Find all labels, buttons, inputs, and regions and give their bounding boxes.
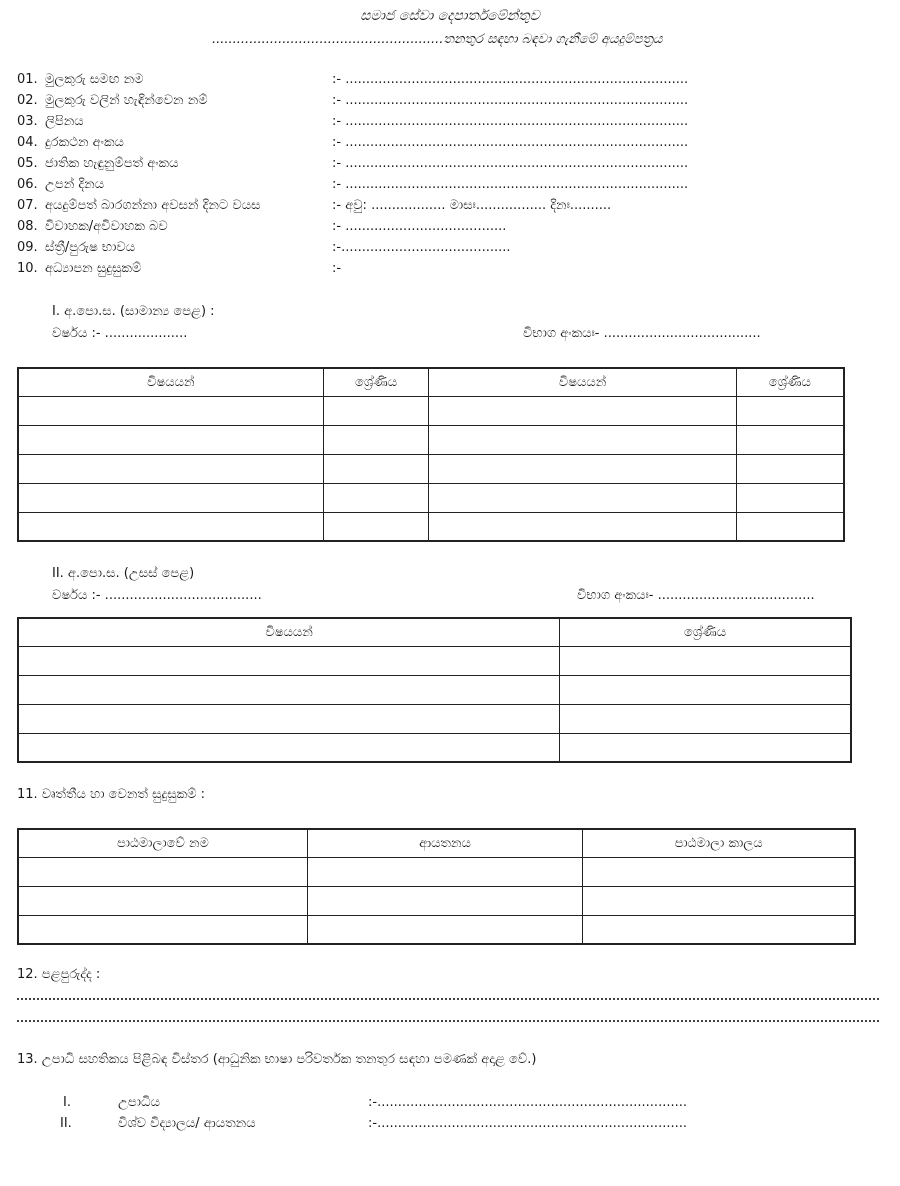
subject-cell[interactable]: [429, 396, 736, 425]
table-row: [18, 454, 844, 483]
field-number: 02.: [17, 93, 38, 108]
degree-item-number: I.: [63, 1095, 71, 1110]
table-header-row: [18, 618, 851, 646]
column-header-subject: විෂයයන්: [18, 618, 560, 646]
column-header-subject: විෂයයන්: [429, 368, 736, 396]
column-header-course-name: පාඨමාලාවේ නම: [18, 829, 307, 857]
field-label: අධ්‍යාපන සුදුසුකම්: [45, 261, 142, 276]
grade-cell[interactable]: [736, 483, 844, 512]
experience-heading: 12. පළපුරුද්ද :: [17, 967, 101, 982]
prof-heading: 11. වෘත්තීය හා වෙනත් සුදුසුකම් :: [17, 787, 205, 802]
al-results-table: [17, 617, 852, 763]
table-header-row: [18, 829, 855, 857]
subject-cell[interactable]: [429, 454, 736, 483]
table-row: [18, 733, 851, 762]
prof-qualifications-table: [17, 828, 856, 945]
grade-cell[interactable]: [736, 425, 844, 454]
field-value[interactable]: :- ...................................................................................: [332, 135, 689, 150]
table-row: [18, 512, 844, 541]
grade-cell[interactable]: [323, 512, 429, 541]
column-header-institution: ආයතනය: [307, 829, 582, 857]
field-number: 04.: [17, 135, 38, 150]
duration-cell[interactable]: [583, 857, 855, 886]
subject-cell[interactable]: [18, 675, 560, 704]
duration-cell[interactable]: [583, 886, 855, 915]
table-row: [18, 675, 851, 704]
grade-cell[interactable]: [323, 425, 429, 454]
field-value[interactable]: :- .......................................: [332, 219, 507, 234]
degree-name-field[interactable]: :-...........................................................................: [368, 1095, 687, 1110]
duration-cell[interactable]: [583, 915, 855, 944]
field-label: අයදුම්පත් බාරගන්නා අවසන් දිනට වයස: [45, 198, 261, 213]
field-label: උපන් දිනය: [45, 177, 105, 192]
grade-cell[interactable]: [736, 454, 844, 483]
field-number: 03.: [17, 114, 38, 129]
field-number: 10.: [17, 261, 38, 276]
field-number: 06.: [17, 177, 38, 192]
table-row: [18, 704, 851, 733]
field-value[interactable]: :- ...................................................................................: [332, 156, 689, 171]
field-number: 08.: [17, 219, 38, 234]
table-row: [18, 857, 855, 886]
grade-cell[interactable]: [560, 675, 851, 704]
grade-cell[interactable]: [323, 396, 429, 425]
experience-line[interactable]: [17, 998, 879, 1002]
ol-index-field[interactable]: විභාග අංකයඃ- ......................................: [523, 326, 761, 341]
grade-cell[interactable]: [736, 512, 844, 541]
institution-cell[interactable]: [307, 915, 582, 944]
table-row: [18, 425, 844, 454]
table-row: [18, 915, 855, 944]
field-number: 05.: [17, 156, 38, 171]
subject-cell[interactable]: [429, 425, 736, 454]
column-header-course-duration: පාඨමාලා කාලය: [583, 829, 855, 857]
degree-item-number: II.: [60, 1116, 72, 1131]
grade-cell[interactable]: [560, 704, 851, 733]
subject-cell[interactable]: [18, 704, 560, 733]
form-subtitle: ........................................................තනතුර සඳහා බඳවා ගැනීමේ අයදුම්පත්‍රය: [212, 32, 663, 47]
course-name-cell[interactable]: [18, 915, 307, 944]
field-label: මුලකුරු සමඟ නම: [45, 72, 144, 87]
al-index-field[interactable]: විභාග අංකයඃ- ......................................: [577, 588, 815, 603]
field-label: විවාහක/අවිවාහක බව: [45, 219, 168, 234]
field-label: දුරකථන අංකය: [45, 135, 124, 150]
table-header-row: [18, 368, 844, 396]
subject-cell[interactable]: [18, 396, 323, 425]
table-row: [18, 396, 844, 425]
ol-heading: I. අ.පො.ස. (සාමාන්‍ය පෙළ) :: [52, 304, 215, 319]
subject-cell[interactable]: [18, 646, 560, 675]
subject-cell[interactable]: [18, 454, 323, 483]
field-label: ජාතික හැඳුනුම්පත් අංකය: [45, 156, 179, 171]
course-name-cell[interactable]: [18, 886, 307, 915]
degree-heading: 13. උපාධි සහතිකය පිළිබඳ විස්තර (ආධුනික භාෂා පරිවර්තක තනතුර සඳහා පමණක් අදාළ වේ.): [17, 1052, 537, 1067]
grade-cell[interactable]: [323, 454, 429, 483]
degree-item-label: උපාධිය: [118, 1095, 160, 1110]
subject-cell[interactable]: [18, 512, 323, 541]
degree-item-label: විශ්ව විද්‍යාලය/ ආයතනය: [118, 1116, 256, 1131]
field-value[interactable]: :- ...................................................................................: [332, 93, 689, 108]
field-value[interactable]: :- අවු: .................. මාසඃ................. දිනඃ..........: [332, 198, 612, 213]
field-number: 07.: [17, 198, 38, 213]
field-value: :-: [332, 261, 342, 276]
field-number: 09.: [17, 240, 38, 255]
subject-cell[interactable]: [18, 733, 560, 762]
institution-cell[interactable]: [307, 886, 582, 915]
institution-cell[interactable]: [307, 857, 582, 886]
field-label: ලිපිනය: [45, 114, 84, 129]
field-label: මුලකුරු වලින් හැඳින්වෙන නම්: [45, 93, 208, 108]
column-header-grade: ශ්‍රේණිය: [736, 368, 844, 396]
grade-cell[interactable]: [560, 646, 851, 675]
grade-cell[interactable]: [736, 396, 844, 425]
university-field[interactable]: :-...........................................................................: [368, 1116, 687, 1131]
field-value[interactable]: :- ...................................................................................: [332, 177, 689, 192]
field-value[interactable]: :- ...................................................................................: [332, 114, 689, 129]
subject-cell[interactable]: [429, 483, 736, 512]
grade-cell[interactable]: [560, 733, 851, 762]
table-row: [18, 886, 855, 915]
ol-results-table: [17, 367, 845, 542]
field-label: ස්ත්‍රී/පුරුෂ භාවය: [45, 240, 136, 255]
subject-cell[interactable]: [429, 512, 736, 541]
grade-cell[interactable]: [323, 483, 429, 512]
table-row: [18, 483, 844, 512]
form-title: සමාජ සේවා දෙපාර්තමේන්තුව: [360, 8, 540, 24]
ol-year-field[interactable]: වර්ෂය :- ....................: [52, 326, 188, 341]
subject-cell[interactable]: [18, 483, 323, 512]
experience-line[interactable]: [17, 1020, 879, 1024]
al-year-field[interactable]: වර්ෂය :- ......................................: [52, 588, 262, 603]
column-header-grade: ශ්‍රේණිය: [560, 618, 851, 646]
table-row: [18, 646, 851, 675]
field-value[interactable]: :-.........................................: [332, 240, 511, 255]
field-value[interactable]: :- ...................................................................................: [332, 72, 689, 87]
al-heading: II. අ.පො.ස. (උසස් පෙළ): [52, 566, 195, 581]
field-number: 01.: [17, 72, 38, 87]
column-header-subject: විෂයයන්: [18, 368, 323, 396]
column-header-grade: ශ්‍රේණිය: [323, 368, 429, 396]
course-name-cell[interactable]: [18, 857, 307, 886]
subject-cell[interactable]: [18, 425, 323, 454]
